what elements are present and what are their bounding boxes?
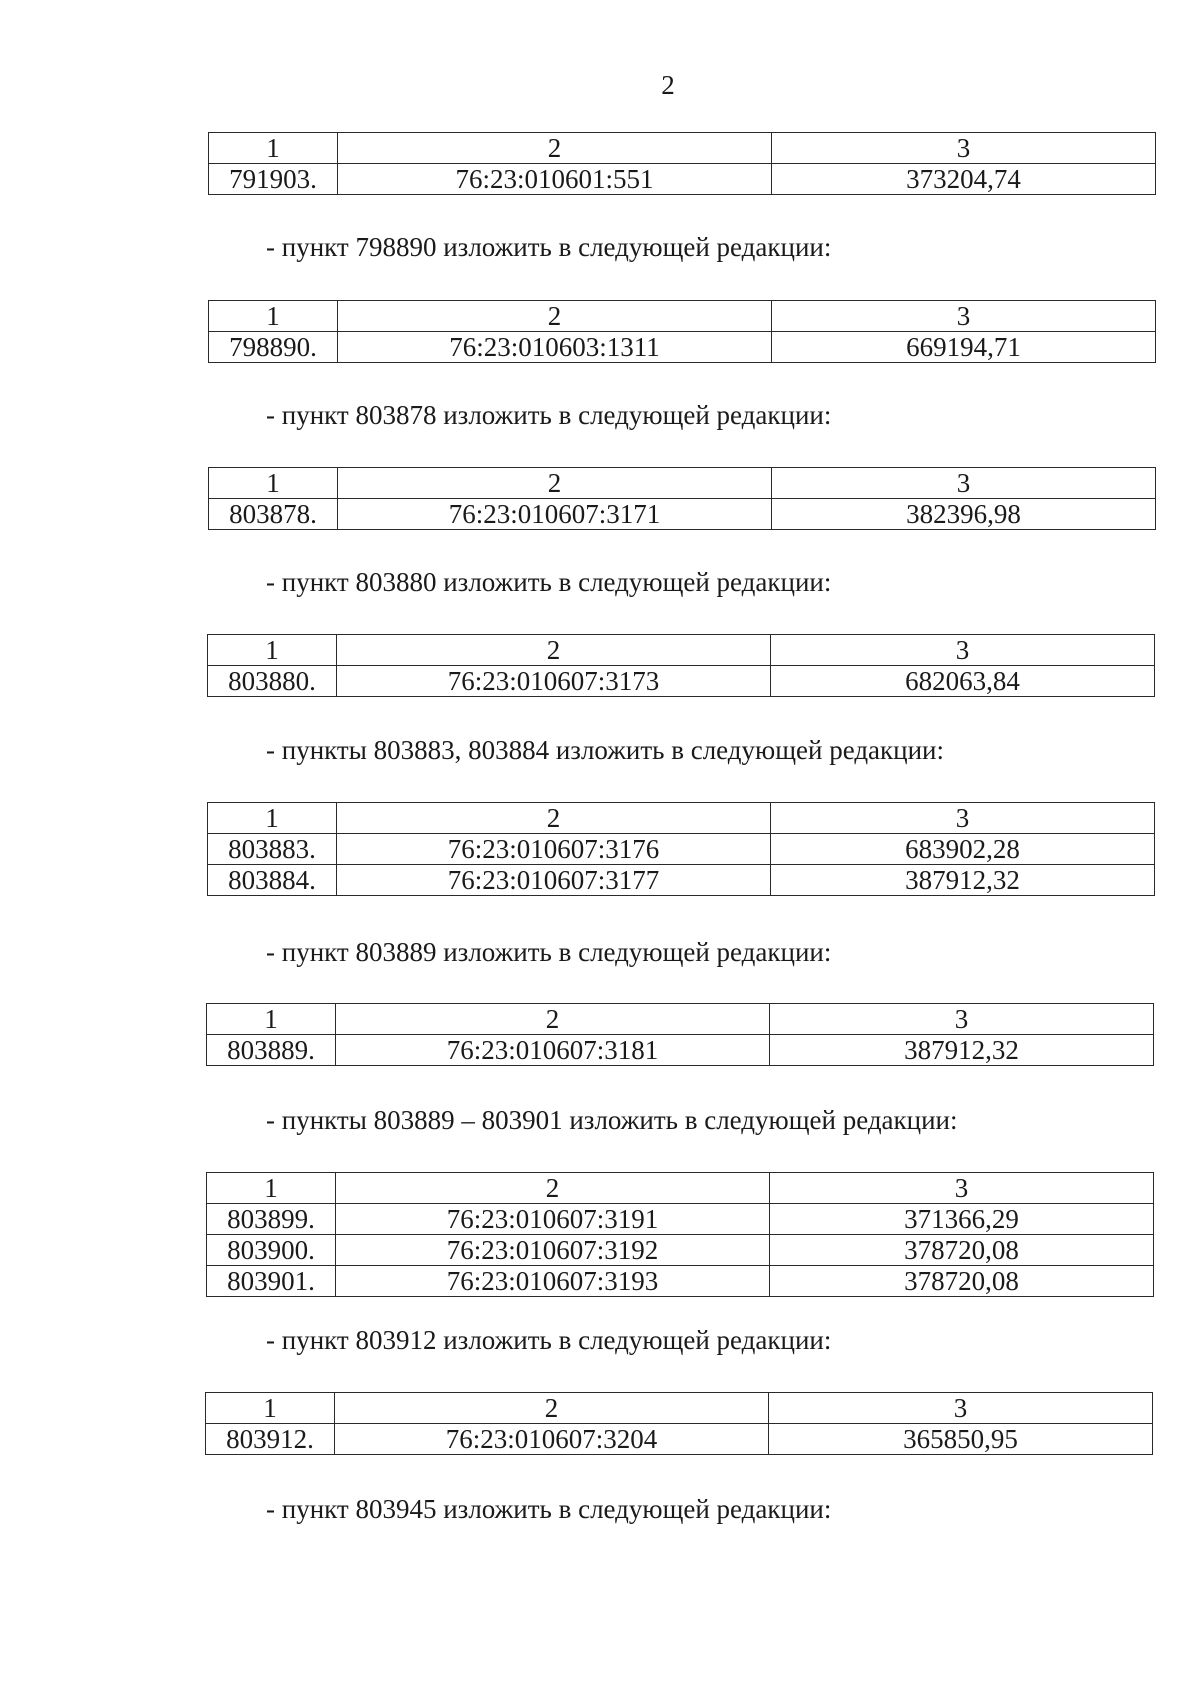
column-header: 3 [772,468,1156,499]
instruction-text: - пункт 803912 изложить в следующей редакции: [266,1325,832,1355]
item-number: 803899. [207,1204,336,1235]
item-number: 803880. [208,666,337,697]
instruction-text: - пункт 803878 изложить в следующей редакции: [266,400,832,430]
cadastral-table [206,1003,1154,1066]
column-header: 3 [772,301,1156,332]
value-cell: 365850,95 [769,1424,1153,1455]
column-header: 1 [206,1393,335,1424]
column-header: 1 [207,1173,336,1204]
instruction-text: - пункт 803880 изложить в следующей редакции: [266,567,832,597]
table-row [208,865,1155,896]
value-cell: 683902,28 [771,834,1155,865]
table-row [208,666,1155,697]
cadastral-number: 76:23:010607:3204 [335,1424,769,1455]
cadastral-table [205,1392,1153,1455]
value-cell: 378720,08 [770,1266,1154,1297]
cadastral-number: 76:23:010607:3192 [336,1235,770,1266]
column-header: 3 [771,635,1155,666]
column-header: 1 [208,635,337,666]
item-number: 803884. [208,865,337,896]
cadastral-number: 76:23:010607:3171 [338,499,772,530]
instruction-text: - пункт 803945 изложить в следующей редакции: [266,1494,832,1524]
table-row [209,499,1156,530]
item-number: 803889. [207,1035,336,1066]
column-header: 2 [335,1393,769,1424]
table-header-row [207,1004,1154,1035]
cadastral-number: 76:23:010603:1311 [338,332,772,363]
page-number: 2 [661,70,675,100]
value-cell: 387912,32 [771,865,1155,896]
instruction-text: - пункт 803889 изложить в следующей редакции: [266,937,832,967]
table-row [207,1266,1154,1297]
column-header: 2 [336,1173,770,1204]
table-row [206,1424,1153,1455]
column-header: 2 [336,1004,770,1035]
cadastral-table [207,802,1155,896]
value-cell: 669194,71 [772,332,1156,363]
cadastral-table [208,467,1156,530]
item-number: 803878. [209,499,338,530]
item-number: 803901. [207,1266,336,1297]
column-header: 1 [209,301,338,332]
instruction-text: - пункты 803889 – 803901 изложить в следующей редакции: [266,1105,958,1135]
column-header: 1 [208,803,337,834]
instruction-text: - пункты 803883, 803884 изложить в следующей редакции: [266,735,945,765]
item-number: 803883. [208,834,337,865]
value-cell: 378720,08 [770,1235,1154,1266]
value-cell: 371366,29 [770,1204,1154,1235]
table-row [209,164,1156,195]
value-cell: 682063,84 [771,666,1155,697]
cadastral-number: 76:23:010607:3173 [337,666,771,697]
column-header: 3 [769,1393,1153,1424]
cadastral-number: 76:23:010607:3181 [336,1035,770,1066]
cadastral-table [206,1172,1154,1297]
table-row [208,834,1155,865]
cadastral-number: 76:23:010607:3193 [336,1266,770,1297]
table-row [209,332,1156,363]
value-cell: 373204,74 [772,164,1156,195]
table-header-row [206,1393,1153,1424]
table-header-row [209,133,1156,164]
table-header-row [208,635,1155,666]
column-header: 3 [770,1173,1154,1204]
column-header: 3 [771,803,1155,834]
column-header: 1 [209,133,338,164]
column-header: 2 [337,803,771,834]
cadastral-number: 76:23:010601:551 [338,164,772,195]
cadastral-number: 76:23:010607:3191 [336,1204,770,1235]
table-header-row [207,1173,1154,1204]
table-header-row [209,301,1156,332]
table-row [207,1235,1154,1266]
table-row [207,1035,1154,1066]
value-cell: 382396,98 [772,499,1156,530]
cadastral-number: 76:23:010607:3177 [337,865,771,896]
item-number: 803900. [207,1235,336,1266]
cadastral-table [208,300,1156,363]
column-header: 2 [338,468,772,499]
item-number: 803912. [206,1424,335,1455]
cadastral-number: 76:23:010607:3176 [337,834,771,865]
column-header: 3 [770,1004,1154,1035]
column-header: 2 [337,635,771,666]
cadastral-table [208,132,1156,195]
column-header: 1 [207,1004,336,1035]
column-header: 2 [338,133,772,164]
item-number: 798890. [209,332,338,363]
instruction-text: - пункт 798890 изложить в следующей редакции: [266,232,832,262]
column-header: 3 [772,133,1156,164]
table-row [207,1204,1154,1235]
value-cell: 387912,32 [770,1035,1154,1066]
cadastral-table [207,634,1155,697]
column-header: 1 [209,468,338,499]
item-number: 791903. [209,164,338,195]
column-header: 2 [338,301,772,332]
table-header-row [208,803,1155,834]
table-header-row [209,468,1156,499]
